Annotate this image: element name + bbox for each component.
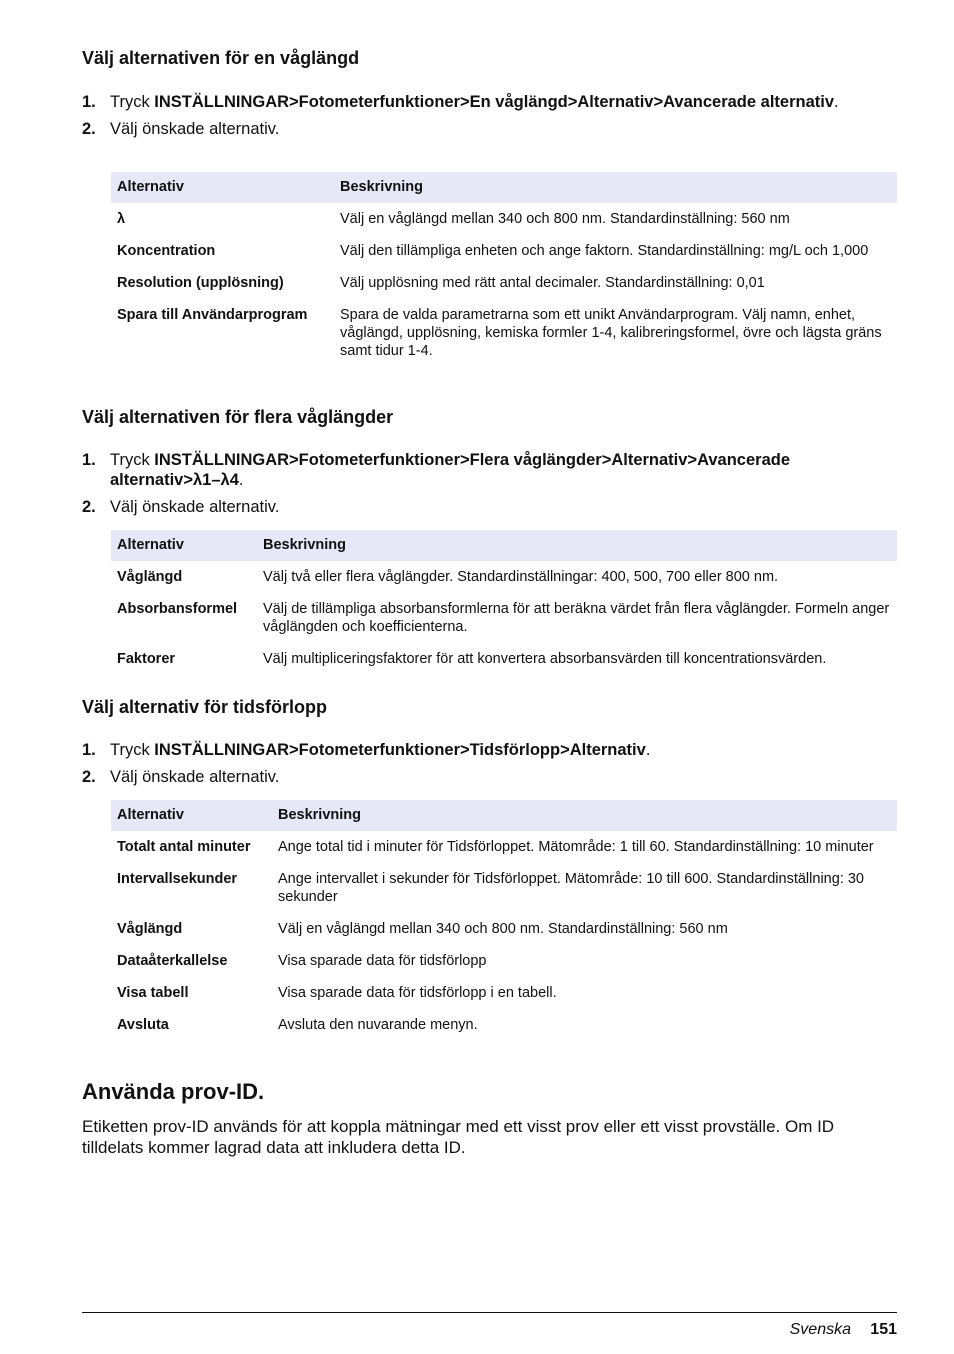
option-cell: Våglängd: [117, 921, 183, 937]
options-table-single-wavelength: [111, 172, 897, 367]
description-cell: Välj den tillämpliga enheten och ange faktorn. Standardinställning: mg/L och 1,000: [340, 243, 869, 259]
step-item: [82, 740, 897, 760]
step-item: [82, 497, 897, 517]
step-prefix: Tryck: [110, 741, 155, 759]
options-table-multi-wavelength: [111, 530, 897, 675]
option-cell: Resolution (upplösning): [117, 275, 284, 291]
description-cell: Avsluta den nuvarande menyn.: [278, 1017, 478, 1033]
table-row: [111, 913, 897, 945]
description-cell: Välj två eller flera våglängder. Standardinställningar: 400, 500, 700 eller 800 nm.: [263, 569, 779, 585]
table-header-row: [111, 800, 897, 831]
option-cell: Visa tabell: [117, 985, 189, 1001]
section-heading-sample-id: Använda prov-ID.: [82, 1079, 265, 1104]
step-number: 1.: [82, 93, 96, 111]
menu-path: INSTÄLLNINGAR>Fotometerfunktioner>Flera våglängder>Alternativ>Avancerade alternativ>λ1–λ4: [110, 451, 791, 489]
table-row: [111, 1009, 897, 1041]
table-row: [111, 863, 897, 913]
option-cell: Faktorer: [117, 651, 176, 667]
table-row: [111, 299, 897, 367]
step-number: 2.: [82, 498, 96, 516]
menu-path: INSTÄLLNINGAR>Fotometerfunktioner>Tidsförlopp>Alternativ: [154, 741, 646, 759]
description-cell: Välj en våglängd mellan 340 och 800 nm. Standardinställning: 560 nm: [340, 211, 790, 227]
steps-time-course: [82, 740, 897, 794]
description-cell: Visa sparade data för tidsförlopp i en tabell.: [278, 985, 557, 1001]
step-suffix: .: [645, 741, 651, 759]
step-prefix: Tryck: [110, 451, 155, 469]
steps-single-wavelength: [82, 92, 897, 146]
table-row: [111, 267, 897, 299]
step-number: 2.: [82, 768, 96, 786]
table-row: [111, 561, 897, 593]
step-item: [82, 450, 897, 490]
description-cell: Välj en våglängd mellan 340 och 800 nm. Standardinställning: 560 nm: [278, 921, 728, 937]
footer-language: Svenska: [789, 1321, 851, 1338]
description-cell: Ange total tid i minuter för Tidsförloppet. Mätområde: 1 till 60. Standardinställning: 10 minuter: [278, 839, 874, 855]
step-number: 1.: [82, 451, 96, 469]
option-cell: Våglängd: [117, 569, 183, 585]
description-cell: Ange intervallet i sekunder för Tidsförloppet. Mätområde: 10 till 600. Standardinställning: 30 sekunder: [278, 871, 864, 905]
step-text: Välj önskade alternativ.: [110, 768, 280, 786]
table-row: [111, 977, 897, 1009]
column-header-description: Beskrivning: [272, 800, 897, 831]
option-cell: Koncentration: [117, 243, 216, 259]
column-header-option: Alternativ: [111, 530, 257, 561]
step-item: [82, 92, 897, 112]
section-heading-multi-wavelength: Välj alternativen för flera våglängder: [82, 407, 394, 427]
menu-path: INSTÄLLNINGAR>Fotometerfunktioner>En våglängd>Alternativ>Avancerade alternativ: [154, 93, 835, 111]
step-number: 1.: [82, 741, 96, 759]
option-cell: Absorbansformel: [117, 601, 238, 617]
option-cell: λ: [117, 211, 126, 227]
description-cell: Välj de tillämpliga absorbansformlerna för att beräkna värdet från flera våglängder. Formeln anger våglängden och koefficienterna.: [263, 601, 890, 635]
step-item: [82, 767, 897, 787]
step-number: 2.: [82, 120, 96, 138]
column-header-option: Alternativ: [111, 800, 272, 831]
options-table-time-course: [111, 800, 897, 1041]
step-suffix: .: [238, 471, 244, 489]
column-header-description: Beskrivning: [334, 172, 897, 203]
table-row: [111, 593, 897, 643]
table-row: [111, 235, 897, 267]
step-text: Välj önskade alternativ.: [110, 498, 280, 516]
sample-id-paragraph: Etiketten prov-ID används för att koppla mätningar med ett visst prov eller ett visst provställe. Om ID tilldelats kommer lagrad data att inkludera detta ID.: [82, 1117, 835, 1157]
page-number: 151: [870, 1321, 897, 1338]
description-cell: Spara de valda parametrarna som ett unikt Användarprogram. Välj namn, enhet, våglängd, upplösning, kemiska formler 1-4, kalibreringsformel, övre och lägsta gräns samt tidur 1-4.: [340, 307, 882, 359]
description-cell: Visa sparade data för tidsförlopp: [278, 953, 487, 969]
option-cell: Intervallsekunder: [117, 871, 238, 887]
table-row: [111, 831, 897, 863]
steps-multi-wavelength: [82, 450, 897, 524]
description-cell: Välj multipliceringsfaktorer för att konvertera absorbansvärden till koncentrationsvärden.: [263, 651, 827, 667]
step-suffix: .: [834, 93, 839, 111]
step-text: Välj önskade alternativ.: [110, 120, 280, 138]
table-header-row: [111, 172, 897, 203]
option-cell: Spara till Användarprogram: [117, 307, 308, 323]
table-row: [111, 945, 897, 977]
table-row: [111, 643, 897, 675]
section-heading-single-wavelength: Välj alternativen för en våglängd: [82, 48, 360, 68]
section-heading-time-course: Välj alternativ för tidsförlopp: [82, 697, 328, 717]
step-item: [82, 119, 897, 139]
option-cell: Avsluta: [117, 1017, 169, 1033]
option-cell: Dataåterkallelse: [117, 953, 228, 969]
table-row: [111, 203, 897, 235]
option-cell: Totalt antal minuter: [117, 839, 251, 855]
table-header-row: [111, 530, 897, 561]
column-header-option: Alternativ: [111, 172, 334, 203]
description-cell: Välj upplösning med rätt antal decimaler. Standardinställning: 0,01: [340, 275, 765, 291]
step-prefix: Tryck: [110, 93, 155, 111]
page-footer: [82, 1312, 897, 1338]
column-header-description: Beskrivning: [257, 530, 897, 561]
